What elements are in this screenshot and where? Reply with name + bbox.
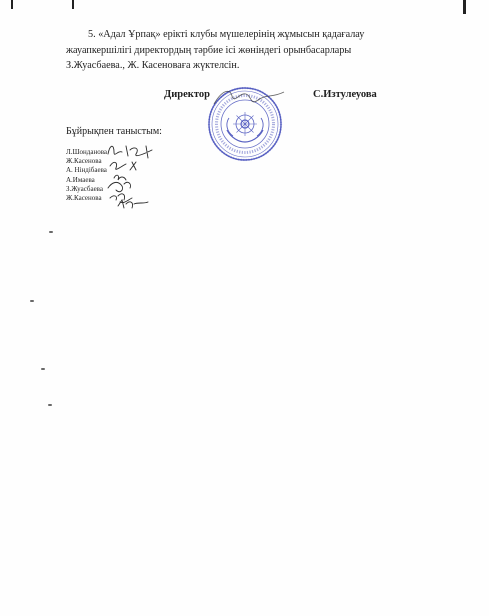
acknowledgement-heading: Бұйрықпен таныстым:	[66, 126, 162, 137]
acknowledgement-name: Л.Шонданова	[66, 148, 108, 156]
director-name: С.Изтулеуова	[313, 89, 377, 100]
order-paragraph-5	[66, 27, 366, 74]
acknowledgement-name: А. Ніндібаева	[66, 166, 107, 175]
punch-hole-mark	[49, 231, 53, 233]
scan-edge-mark-right	[463, 0, 466, 14]
acknowledgement-signatures	[100, 140, 164, 212]
acknowledgement-name: Ж.Касенова	[66, 194, 102, 203]
paragraph-line: З.Жуасбаева., Ж. Касеноваға жүктелсін.	[66, 60, 240, 71]
acknowledgement-name: З.Жуасбаева	[66, 184, 103, 193]
scan-edge-mark-center	[72, 0, 74, 9]
punch-hole-mark	[30, 300, 34, 302]
director-title: Директор	[164, 89, 210, 100]
acknowledgement-name: А.Имаева	[66, 175, 95, 184]
paragraph-line: жауапкершілігі директордың тәрбие ісі жөніндегі орынбасарлары	[66, 44, 352, 56]
punch-hole-mark	[41, 368, 45, 370]
director-signature	[210, 84, 290, 114]
acknowledgement-name: Ж.Касенова	[66, 157, 102, 166]
punch-hole-mark	[48, 404, 52, 406]
paragraph-line: 5. «Адал Ұрпақ» ерікті клубы мүшелерінің жұмысын қадағалау	[88, 29, 365, 40]
scan-edge-mark-left	[11, 0, 13, 9]
